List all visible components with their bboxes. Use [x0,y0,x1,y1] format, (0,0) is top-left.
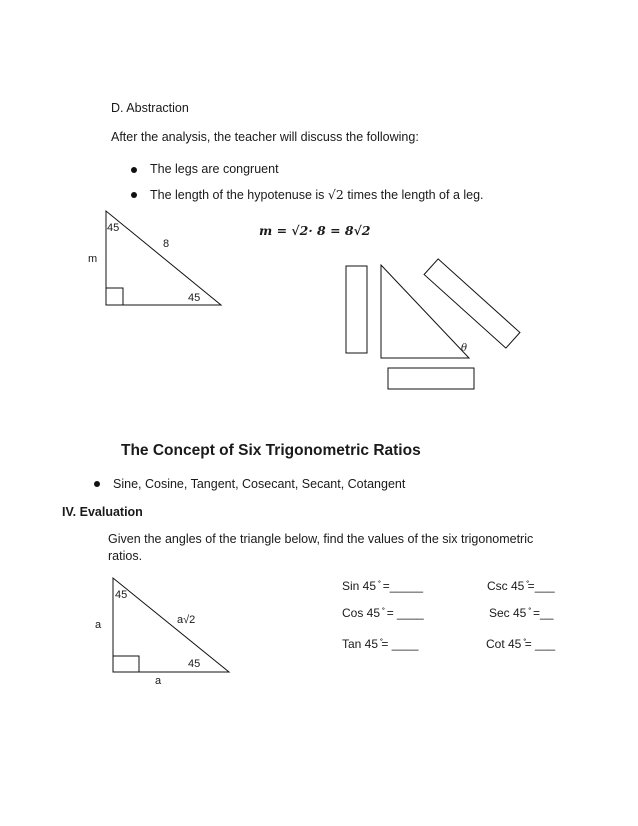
question-tan: Tan 45 ̊= ____ [342,637,419,651]
evaluation-instruction-line2: ratios. [108,549,143,563]
rect-vertical [346,266,367,353]
eval-angle-bottom-label: 45 [188,658,201,670]
concept-bullet: Sine, Cosine, Tangent, Cosecant, Secant, Cotangent [113,477,406,491]
right-angle-marker [106,288,123,305]
rect-horizontal [388,368,474,389]
concept-title: The Concept of Six Trigonometric Ratios [121,442,421,459]
question-cos: Cos 45 ̊ = ____ [342,606,424,620]
abstraction-heading: D. Abstraction [111,101,189,115]
evaluation-instruction-line1: Given the angles of the triangle below, find the values of the six trigonometric [108,532,534,546]
question-sec: Sec 45 ̊ =__ [489,606,554,620]
eval-side-label: a [95,619,102,631]
eval-hypotenuse-label: a√2 [177,614,196,626]
bullet-icon [94,481,100,487]
angle-top-label: 45 [107,222,120,234]
hypotenuse-label: 8 [163,238,170,250]
eval-angle-top-label: 45 [115,589,128,601]
rect-diagonal [424,259,520,348]
bullet-hypotenuse-end: times the length of a leg. [347,188,484,202]
angle-bottom-label: 45 [188,292,201,304]
question-csc: Csc 45 ̊=___ [487,579,555,593]
bullet-hypotenuse-start: The length of the hypotenuse is [150,188,325,202]
triangle-outline-3 [113,578,229,672]
theta-label: θ [461,343,468,354]
right-angle-marker-3 [113,656,139,672]
evaluation-heading: IV. Evaluation [62,505,143,519]
question-sin: Sin 45 ̊ =_____ [342,579,424,593]
question-cot: Cot 45 ̊= ___ [486,637,556,651]
sqrt-two-symbol: √2 [327,187,344,202]
abstraction-intro: After the analysis, the teacher will discuss the following: [111,130,419,144]
side-label: m [88,253,98,265]
bullet-legs-congruent: The legs are congruent [150,162,279,176]
eval-base-label: a [155,675,162,687]
formula: m = √2· 8 = 8√2 [259,223,371,238]
triangle-outline-2 [381,265,469,358]
